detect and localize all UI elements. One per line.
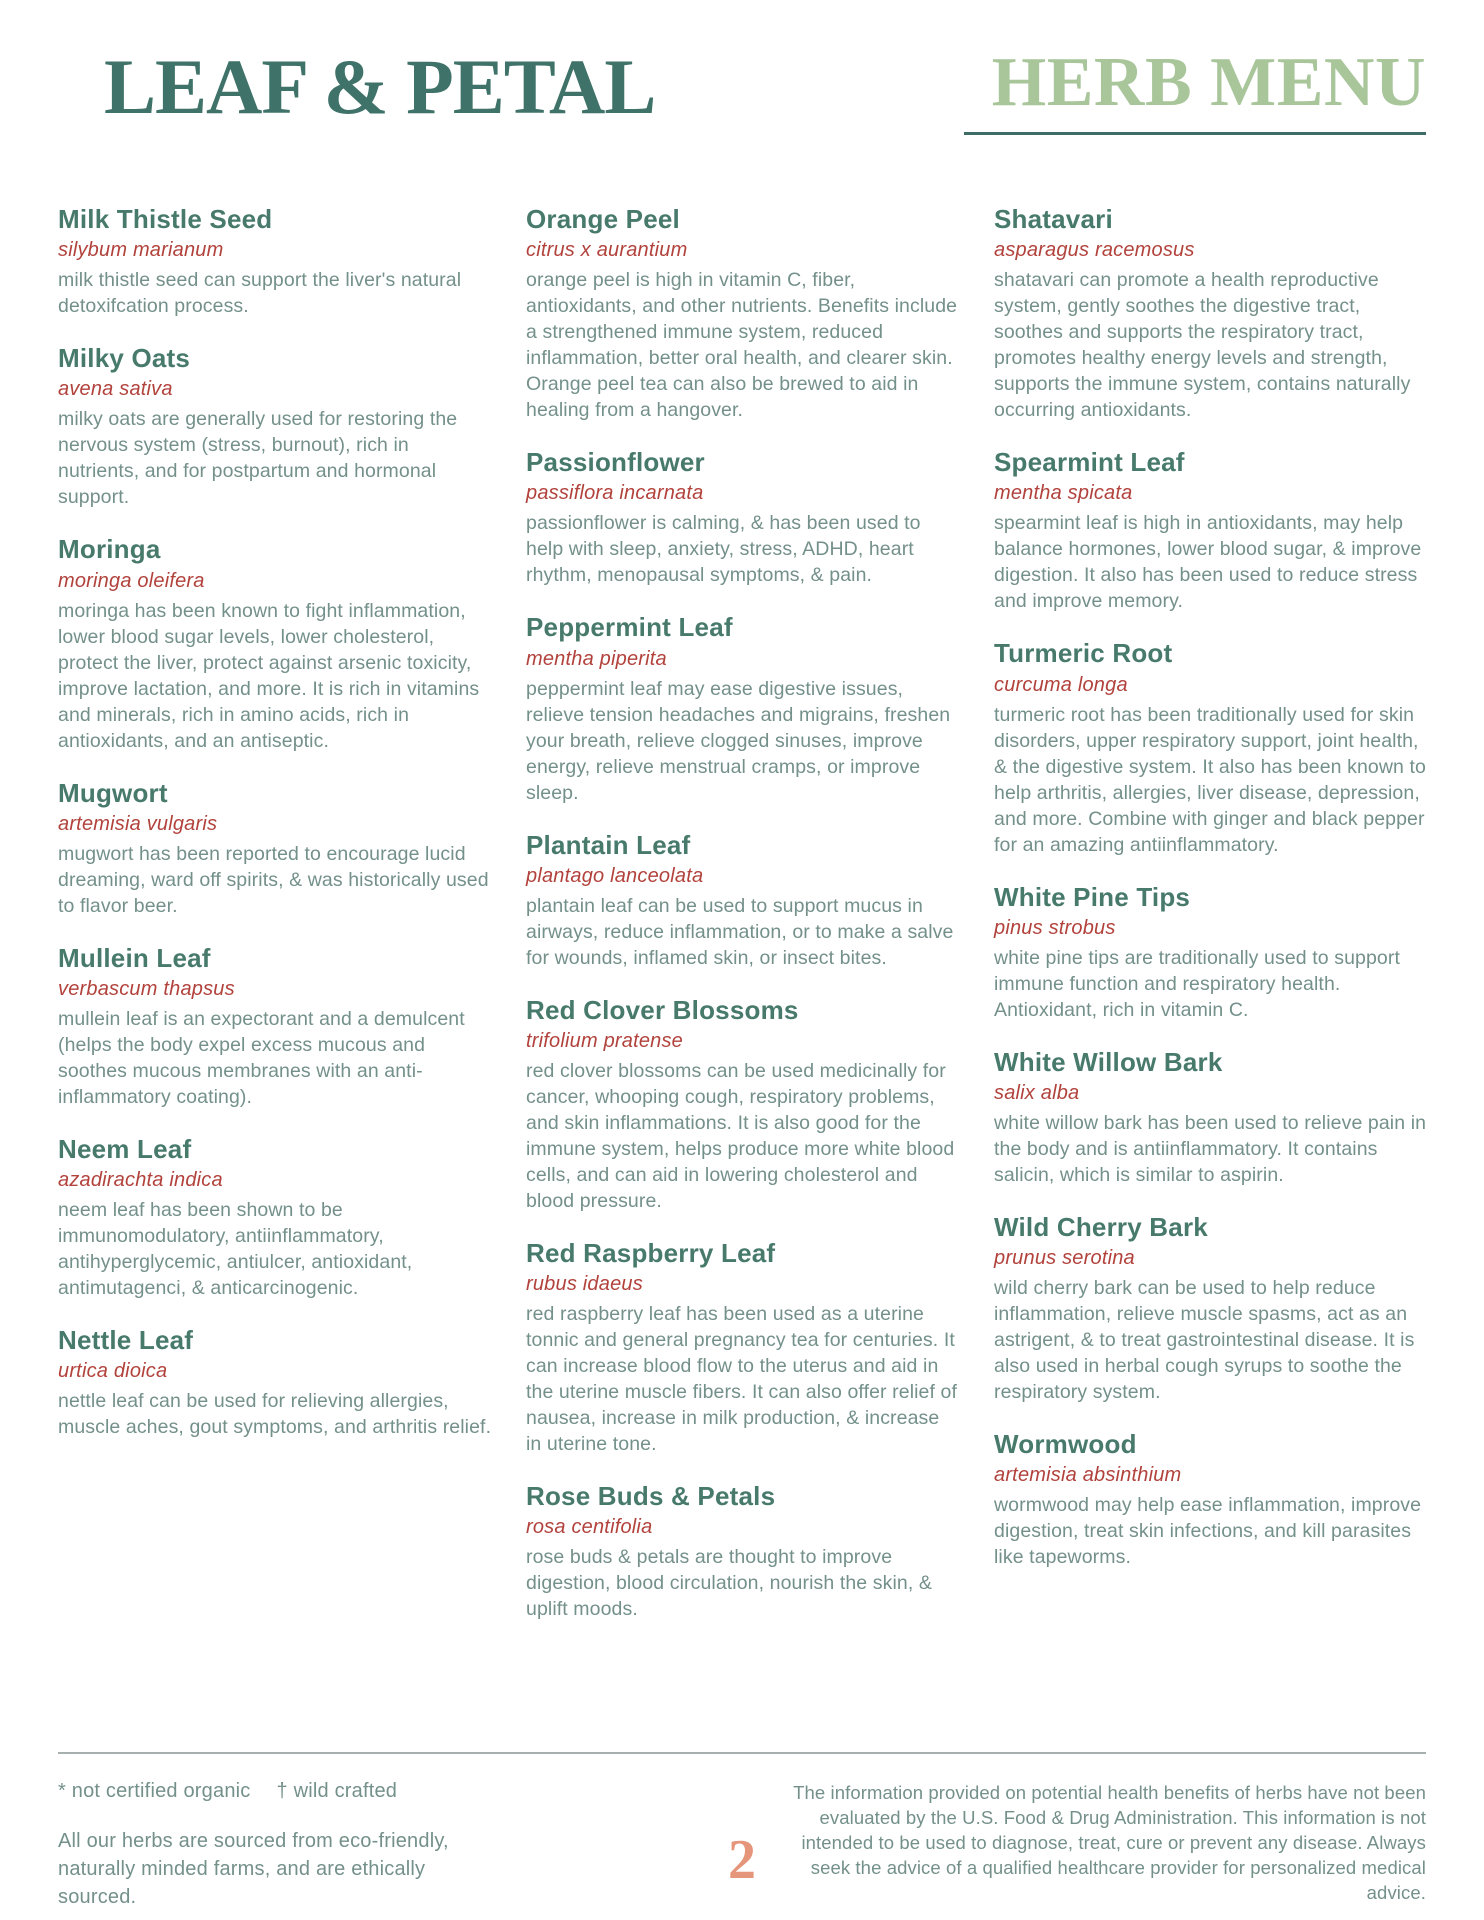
herb-name: Passionflower	[526, 447, 705, 478]
herb-latin-name: prunus serotina	[994, 1247, 1135, 1270]
herb-description: orange peel is high in vitamin C, fiber, antioxidants, and other nutrients. Benefits include a strengthened immune system, reduced inflammation, better oral health, and clearer skin. Orange peel tea can also be brewed to aid in healing from a hangover.	[526, 269, 958, 422]
herb-description: spearmint leaf is high in antioxidants, may help balance hormones, lower blood sugar, & improve digestion. It also has been used to reduce stress and improve memory.	[994, 512, 1422, 613]
herb-latin-name: asparagus racemosus	[994, 239, 1195, 262]
herb-entry	[526, 447, 960, 588]
herb-latin-name: mentha piperita	[526, 647, 667, 670]
herb-latin-name: mentha spicata	[994, 482, 1133, 505]
herb-name: Nettle Leaf	[58, 1325, 194, 1356]
herb-name: Milk Thistle Seed	[58, 204, 273, 234]
herb-description: red clover blossoms can be used medicinally for cancer, whooping cough, respiratory problems, and skin inflammations. It is also good for the immune system, helps produce more white blood cells, and can aid in lowering cholesterol and blood pressure.	[526, 1059, 955, 1212]
herb-entry	[994, 447, 1428, 614]
footer-legend	[58, 1780, 728, 1803]
herb-name: Mugwort	[58, 777, 168, 808]
asterisk-note: * not certified organic	[58, 1780, 251, 1802]
herb-latin-name: salix alba	[994, 1081, 1080, 1104]
herb-name: Wild Cherry Bark	[994, 1211, 1208, 1242]
herb-latin-name: rosa centifolia	[526, 1516, 653, 1539]
herb-entry	[58, 343, 492, 510]
herb-description: peppermint leaf may ease digestive issues, relieve tension headaches and migrains, freshen your breath, relieve clogged sinuses, improve energy, relieve menstrual cramps, or improve sleep.	[526, 677, 951, 804]
herb-column-1	[58, 204, 492, 1646]
herb-latin-name: silybum marianum	[58, 239, 224, 262]
herb-latin-name: curcuma longa	[994, 673, 1128, 696]
herb-entry	[526, 612, 960, 805]
herb-entry	[58, 778, 492, 919]
herb-description: nettle leaf can be used for relieving allergies, muscle aches, gout symptoms, and arthritis relief.	[58, 1390, 492, 1439]
herb-entry	[58, 1325, 492, 1440]
herb-description: milk thistle seed can support the liver's natural detoxifcation process.	[58, 269, 462, 318]
herb-latin-name: artemisia absinthium	[994, 1464, 1182, 1487]
herb-description: wormwood may help ease inflammation, improve digestion, treat skin infections, and kill parasites like tapeworms.	[994, 1494, 1422, 1569]
herb-description: red raspberry leaf has been used as a uterine tonnic and general pregnancy tea for centuries. It can increase blood flow to the uterus and aid in the uterine muscle fibers. It can also offer relief of nausea, increase in milk production, & increase in uterine tone.	[526, 1303, 958, 1456]
fda-disclaimer: The information provided on potential health benefits of herbs have not been evaluated by the U.S. Food & Drug Administration. This information is not intended to be used to diagnose, treat, cure or prevent any disease. Always seek the advice of a qualified healthcare provider for personalized medical advice.	[793, 1782, 1426, 1903]
herb-entry	[994, 1212, 1428, 1405]
herb-name: Moringa	[58, 534, 161, 565]
herb-entry	[994, 1429, 1428, 1570]
herb-entry	[526, 204, 960, 423]
page-header	[0, 0, 1484, 178]
herb-name: Shatavari	[994, 204, 1113, 234]
herb-name: Plantain Leaf	[526, 829, 691, 860]
herb-name: Orange Peel	[526, 204, 680, 234]
herb-description: rose buds & petals are thought to improve digestion, blood circulation, nourish the skin, & uplift moods.	[526, 1546, 932, 1621]
herb-latin-name: citrus x aurantium	[526, 239, 688, 262]
herb-latin-name: artemisia vulgaris	[58, 812, 218, 835]
herb-description: white willow bark has been used to relieve pain in the body and is antiinflammatory. It contains salicin, which is similar to aspirin.	[994, 1111, 1427, 1186]
herb-description: wild cherry bark can be used to help reduce inflammation, relieve muscle spasms, act as an astrigent, & to treat gastrointestinal disease. It is also used in herbal cough syrups to soothe the respiratory system.	[994, 1277, 1415, 1404]
herb-latin-name: avena sativa	[58, 378, 173, 401]
herb-column-2	[526, 204, 960, 1646]
herb-latin-name: rubus idaeus	[526, 1273, 643, 1296]
herb-name: Milky Oats	[58, 343, 191, 374]
footer-left	[58, 1780, 728, 1911]
herb-latin-name: urtica dioica	[58, 1360, 168, 1383]
herb-latin-name: trifolium pratense	[526, 1029, 683, 1052]
herb-name: Wormwood	[994, 1429, 1137, 1460]
herb-description: plantain leaf can be used to support mucus in airways, reduce inflammation, or to make a salve for wounds, inflamed skin, or insect bites.	[526, 894, 954, 969]
herb-latin-name: passiflora incarnata	[526, 482, 704, 505]
brand-logo: LEAF & PETAL	[104, 43, 656, 130]
herb-latin-name: verbascum thapsus	[58, 977, 235, 1000]
herb-entry	[526, 1481, 960, 1622]
herb-description: mugwort has been reported to encourage lucid dreaming, ward off spirits, & was historically used to flavor beer.	[58, 842, 489, 917]
herb-description: passionflower is calming, & has been used to help with sleep, anxiety, stress, ADHD, heart rhythm, menopausal symptoms, & pain.	[526, 512, 921, 587]
herb-name: Peppermint Leaf	[526, 612, 733, 643]
herb-name: Red Clover Blossoms	[526, 994, 799, 1025]
herb-description: moringa has been known to fight inflammation, lower blood sugar levels, lower cholesterol, protect the liver, protect against arsenic toxicity, improve lactation, and more. It is rich in vitamins and minerals, rich in amino acids, rich in antioxidants, and an antiseptic.	[58, 599, 480, 752]
herb-latin-name: azadirachta indica	[58, 1169, 223, 1192]
dagger-note: † wild crafted	[276, 1780, 398, 1802]
herb-entry	[58, 943, 492, 1110]
herb-entry	[526, 1238, 960, 1457]
herb-columns	[0, 178, 1484, 1646]
page-number: 2	[728, 1829, 756, 1891]
herb-description: turmeric root has been traditionally used for skin disorders, upper respiratory support, joint health, & the digestive system. It also has been known to help arthritis, allergies, liver disease, depression, and more. Combine with ginger and black pepper for an amazing antiinflammatory.	[994, 703, 1426, 856]
page-footer	[58, 1752, 1426, 1911]
herb-name: Turmeric Root	[994, 638, 1173, 669]
herb-entry	[526, 830, 960, 971]
herb-entry	[994, 638, 1428, 857]
herb-entry	[58, 204, 492, 319]
title-underline	[964, 132, 1426, 135]
herb-name: White Pine Tips	[994, 881, 1191, 912]
footer-divider	[58, 1752, 1426, 1754]
herb-entry	[994, 204, 1428, 423]
herb-description: shatavari can promote a health reproductive system, gently soothes the digestive tract, soothes and supports the respiratory tract, promotes healthy energy levels and strength, supports the immune system, contains naturally occurring antioxidants.	[994, 269, 1411, 422]
herb-column-3	[994, 204, 1428, 1646]
herb-name: White Willow Bark	[994, 1046, 1223, 1077]
herb-entry	[994, 1047, 1428, 1188]
herb-description: neem leaf has been shown to be immunomodulatory, antiinflammatory, antihyperglycemic, antiulcer, antioxidant, antimutagenci, & anticarcinogenic.	[58, 1199, 413, 1300]
masthead	[964, 44, 1426, 135]
herb-name: Neem Leaf	[58, 1133, 192, 1164]
herb-latin-name: pinus strobus	[994, 916, 1116, 939]
herb-name: Mullein Leaf	[58, 942, 211, 973]
herb-entry	[58, 534, 492, 753]
herb-name: Red Raspberry Leaf	[526, 1237, 776, 1268]
herb-description: white pine tips are traditionally used to support immune function and respiratory health. Antioxidant, rich in vitamin C.	[994, 946, 1400, 1021]
page-title: HERB MENU	[991, 44, 1426, 121]
herb-entry	[58, 1134, 492, 1301]
sourcing-note: All our herbs are sourced from eco-friendly, naturally minded farms, and are ethically sourced.	[58, 1830, 449, 1908]
herb-description: milky oats are generally used for restoring the nervous system (stress, burnout), rich in nutrients, and for postpartum and hormonal support.	[58, 408, 458, 509]
herb-description: mullein leaf is an expectorant and a demulcent (helps the body expel excess mucous and soothes mucous membranes with an anti-inflammatory coating).	[58, 1007, 465, 1108]
herb-name: Spearmint Leaf	[994, 447, 1185, 478]
herb-entry	[526, 995, 960, 1214]
herb-latin-name: moringa oleifera	[58, 569, 205, 592]
herb-name: Rose Buds & Petals	[526, 1481, 776, 1512]
footer-right	[756, 1780, 1426, 1905]
herb-latin-name: plantago lanceolata	[526, 864, 704, 887]
footer-row	[58, 1780, 1426, 1911]
herb-entry	[994, 882, 1428, 1023]
